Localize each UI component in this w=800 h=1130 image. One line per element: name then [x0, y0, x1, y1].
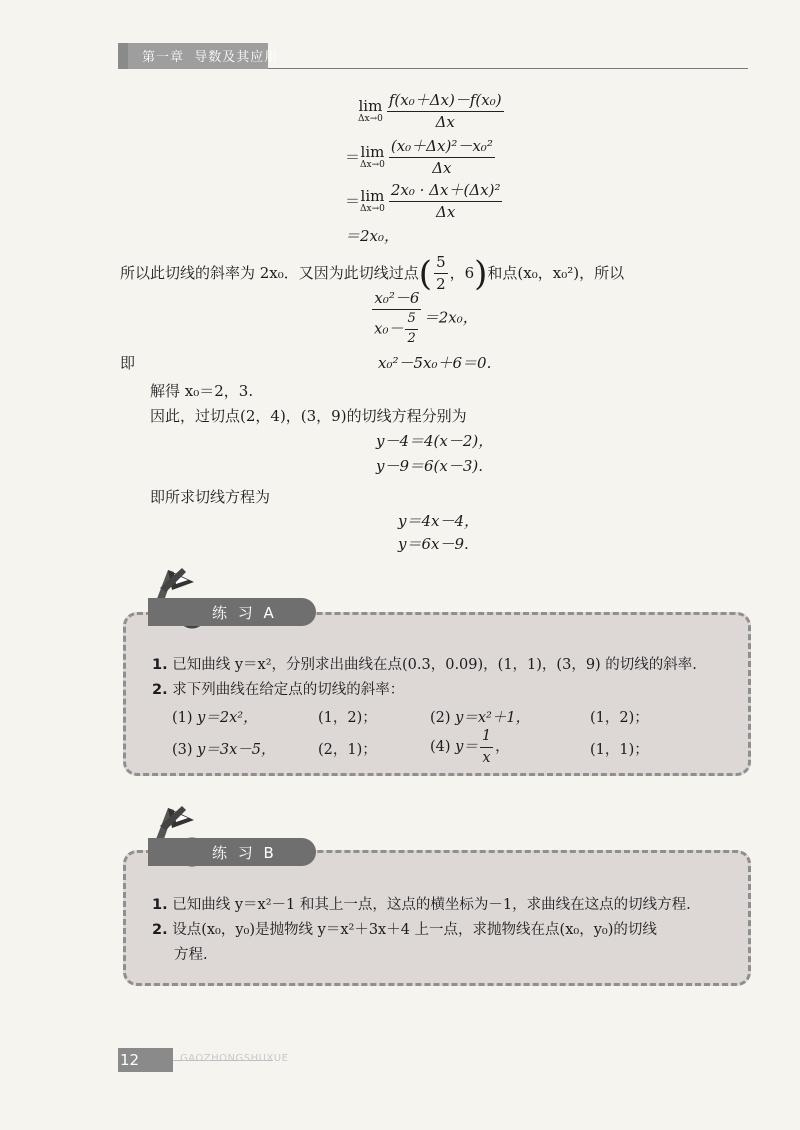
exercise-a-item-1: (1) y＝2x²， [172, 710, 258, 726]
tangent-equation-2: y－9＝6(x－3). [376, 457, 484, 475]
exercise-b-title: 练 习 B [212, 843, 277, 862]
exercise-a-title: 练 习 A [212, 603, 277, 622]
exercise-a-item-4-point: (1，1)； [590, 742, 649, 758]
exercise-b-question-2-cont: 方程. [174, 947, 208, 963]
fraction: $\frac{\text{2x₀ · Δx＋(Δx)²}}{\Delta x}$ [390, 181, 501, 222]
chapter-header [142, 46, 278, 65]
exercise-a-item-3: (3) y＝3x－5， [172, 742, 276, 758]
final-equation-1: y＝4x－4， [398, 512, 480, 530]
footer-watermark: GAOZHONGSHUXUE [180, 1053, 289, 1064]
exercise-a-question-1: 1. 已知曲线 y＝x²，分别求出曲线在点(0.3，0.09)，(1，1)，(3，9) 的切线的斜率. [152, 657, 697, 673]
fraction: $\frac{1}{x}$ [481, 728, 492, 766]
chapter-title: 导数及其应用 [194, 50, 279, 65]
derivation-line-1 [358, 92, 506, 132]
solve-line: 解得 x₀＝2，3. [150, 382, 254, 400]
quadratic-equation: x₀²－5x₀＋6＝0. [378, 354, 492, 372]
exercise-a-item-3-point: (2，1)； [318, 742, 377, 758]
tangent-equation-1: y－4＝4(x－2)， [376, 432, 494, 450]
therefore-line: 因此，过切点(2，4)，(3，9)的切线方程分别为 [150, 407, 467, 425]
exercise-a-item-2: (2) y＝x²＋1， [430, 710, 531, 726]
exercise-a-item-4: (4) y＝ $\frac{1}{x}$ ， [430, 728, 510, 766]
slope-equation: x₀²－6 x₀－ $\frac{5}{2}$ ＝2x₀， [374, 289, 478, 347]
final-equation-2: y＝6x－9. [398, 535, 469, 553]
ji-label: 即 [120, 354, 136, 372]
derivation-line-4: ＝2x₀， [345, 227, 400, 245]
exercise-a-banner [148, 598, 316, 626]
derivation-line-2: ＝ lim Δx→0 $\frac{\text{(x₀＋Δx)²－x₀²}}{\Delta x}$ [345, 137, 493, 178]
page-number: 12 [120, 1051, 140, 1069]
fraction: x₀²－6 x₀－ $\frac{5}{2}$ [374, 289, 420, 347]
derivation-line-3: ＝ lim Δx→0 $\frac{\text{2x₀ · Δx＋(Δx)²}}{\Delta x}$ [345, 181, 501, 222]
exercise-a-item-2-point: (1，2)； [590, 710, 649, 726]
slope-sentence: 所以此切线的斜率为 2x₀．又因为此切线过点( $\frac{5}{2}$ ，6)和点(x₀，x₀²)，所以 [120, 253, 625, 294]
final-intro: 即所求切线方程为 [150, 488, 271, 506]
point-fraction: $\frac{5}{2}$ [436, 253, 446, 294]
exercise-a-question-2: 2. 求下列曲线在给定点的切线的斜率： [152, 682, 405, 698]
header-rule [268, 68, 748, 69]
chapter-number: 第一章 [142, 50, 185, 65]
limit-operator: lim Δx→0 [360, 143, 385, 171]
exercise-a-item-1-point: (1，2)； [318, 710, 377, 726]
exercise-b-question-2: 2. 设点(x₀，y₀)是抛物线 y＝x²＋3x＋4 上一点，求抛物线在点(x₀，y₀)的切线 [152, 922, 657, 938]
limit-operator: lim Δx→0 [360, 187, 385, 215]
fraction: $\frac{\text{f(x₀＋Δx)－f(x₀)}}{\Delta x}$ [388, 91, 502, 132]
limit-operator: lim Δx→0 [358, 97, 383, 125]
exercise-b-banner [148, 838, 316, 866]
fraction: $\frac{\text{(x₀＋Δx)²－x₀²}}{\Delta x}$ [390, 137, 493, 178]
exercise-b-question-1: 1. 已知曲线 y＝x²－1 和其上一点，这点的横坐标为－1，求曲线在这点的切线方程. [152, 897, 691, 913]
